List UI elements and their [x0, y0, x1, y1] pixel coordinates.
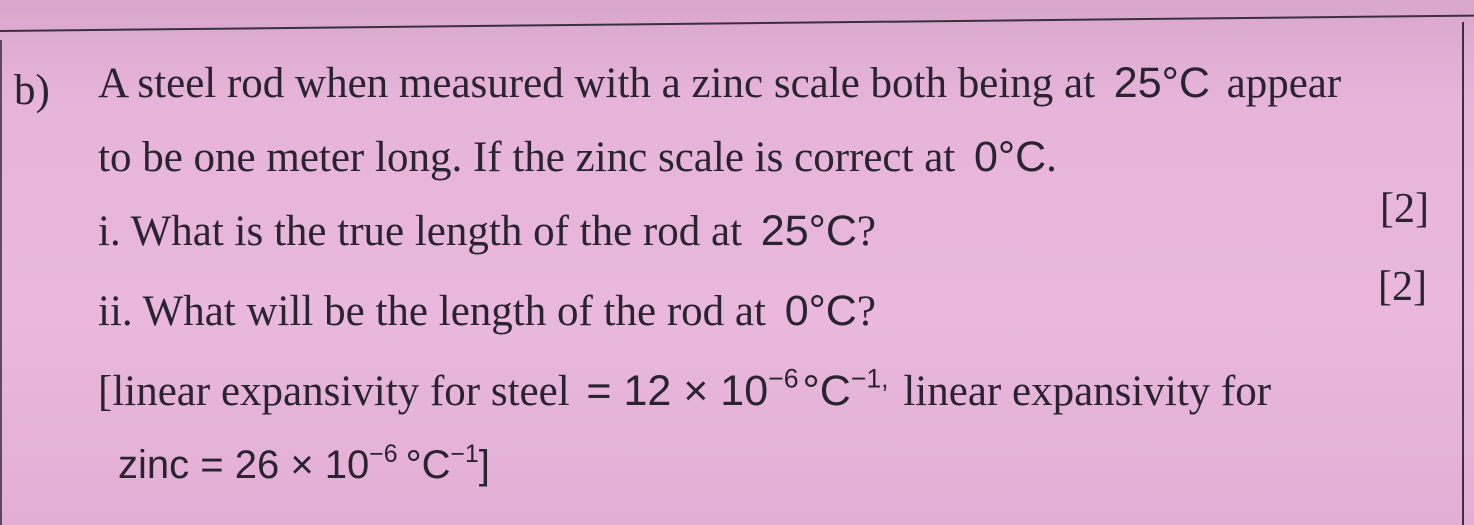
question-line-1-text: A steel rod when measured with a zinc scale both being at — [98, 60, 1096, 107]
part-ii-question-mark: ? — [856, 288, 876, 335]
expansivity-note-line-1 — [98, 363, 1272, 417]
line-2-period: . — [1046, 134, 1057, 181]
part-i-marks: [2] — [1380, 186, 1429, 232]
part-i-question-mark: ? — [856, 208, 876, 255]
expansivity-note-line-2 — [118, 440, 490, 490]
zinc-expansivity-label: linear expansivity for — [903, 368, 1272, 415]
temperature-25c: 25°C — [1113, 59, 1210, 107]
steel-expansivity-label: [linear expansivity for steel — [98, 368, 570, 415]
question-line-2 — [98, 132, 1057, 183]
zinc-expansivity-value: zinc = 26 × 10 — [118, 443, 370, 487]
part-ii-text: ii. What will be the length of the rod at — [98, 288, 766, 335]
zinc-unit: °C — [405, 443, 451, 487]
steel-coefficient: = 12 × 10 — [586, 367, 769, 415]
closing-bracket: ] — [478, 443, 490, 487]
part-ii-marks: [2] — [1378, 264, 1427, 310]
part-ii-temperature: 0°C — [784, 287, 857, 335]
part-ii-question — [98, 286, 876, 337]
question-label: b) — [14, 67, 50, 114]
steel-unit-exponent: −1, — [850, 363, 889, 394]
temperature-0c: 0°C — [973, 133, 1047, 181]
part-i-temperature: 25°C — [760, 207, 857, 255]
appear-word: appear — [1226, 60, 1342, 107]
question-line-2-text: to be one meter long. If the zinc scale is correct at — [98, 134, 956, 181]
steel-unit: °C — [802, 367, 851, 415]
part-i-question — [98, 206, 876, 257]
top-border-line — [0, 15, 1474, 32]
zinc-exponent: −6 — [369, 440, 398, 468]
left-border-line — [0, 40, 2, 525]
steel-exponent: −6 — [768, 363, 799, 394]
question-line-1 — [98, 58, 1341, 109]
steel-expansivity-value — [586, 363, 889, 415]
part-i-text: i. What is the true length of the rod at — [98, 208, 743, 255]
right-border-line — [1462, 22, 1464, 525]
zinc-unit-exponent: −1 — [450, 440, 479, 468]
